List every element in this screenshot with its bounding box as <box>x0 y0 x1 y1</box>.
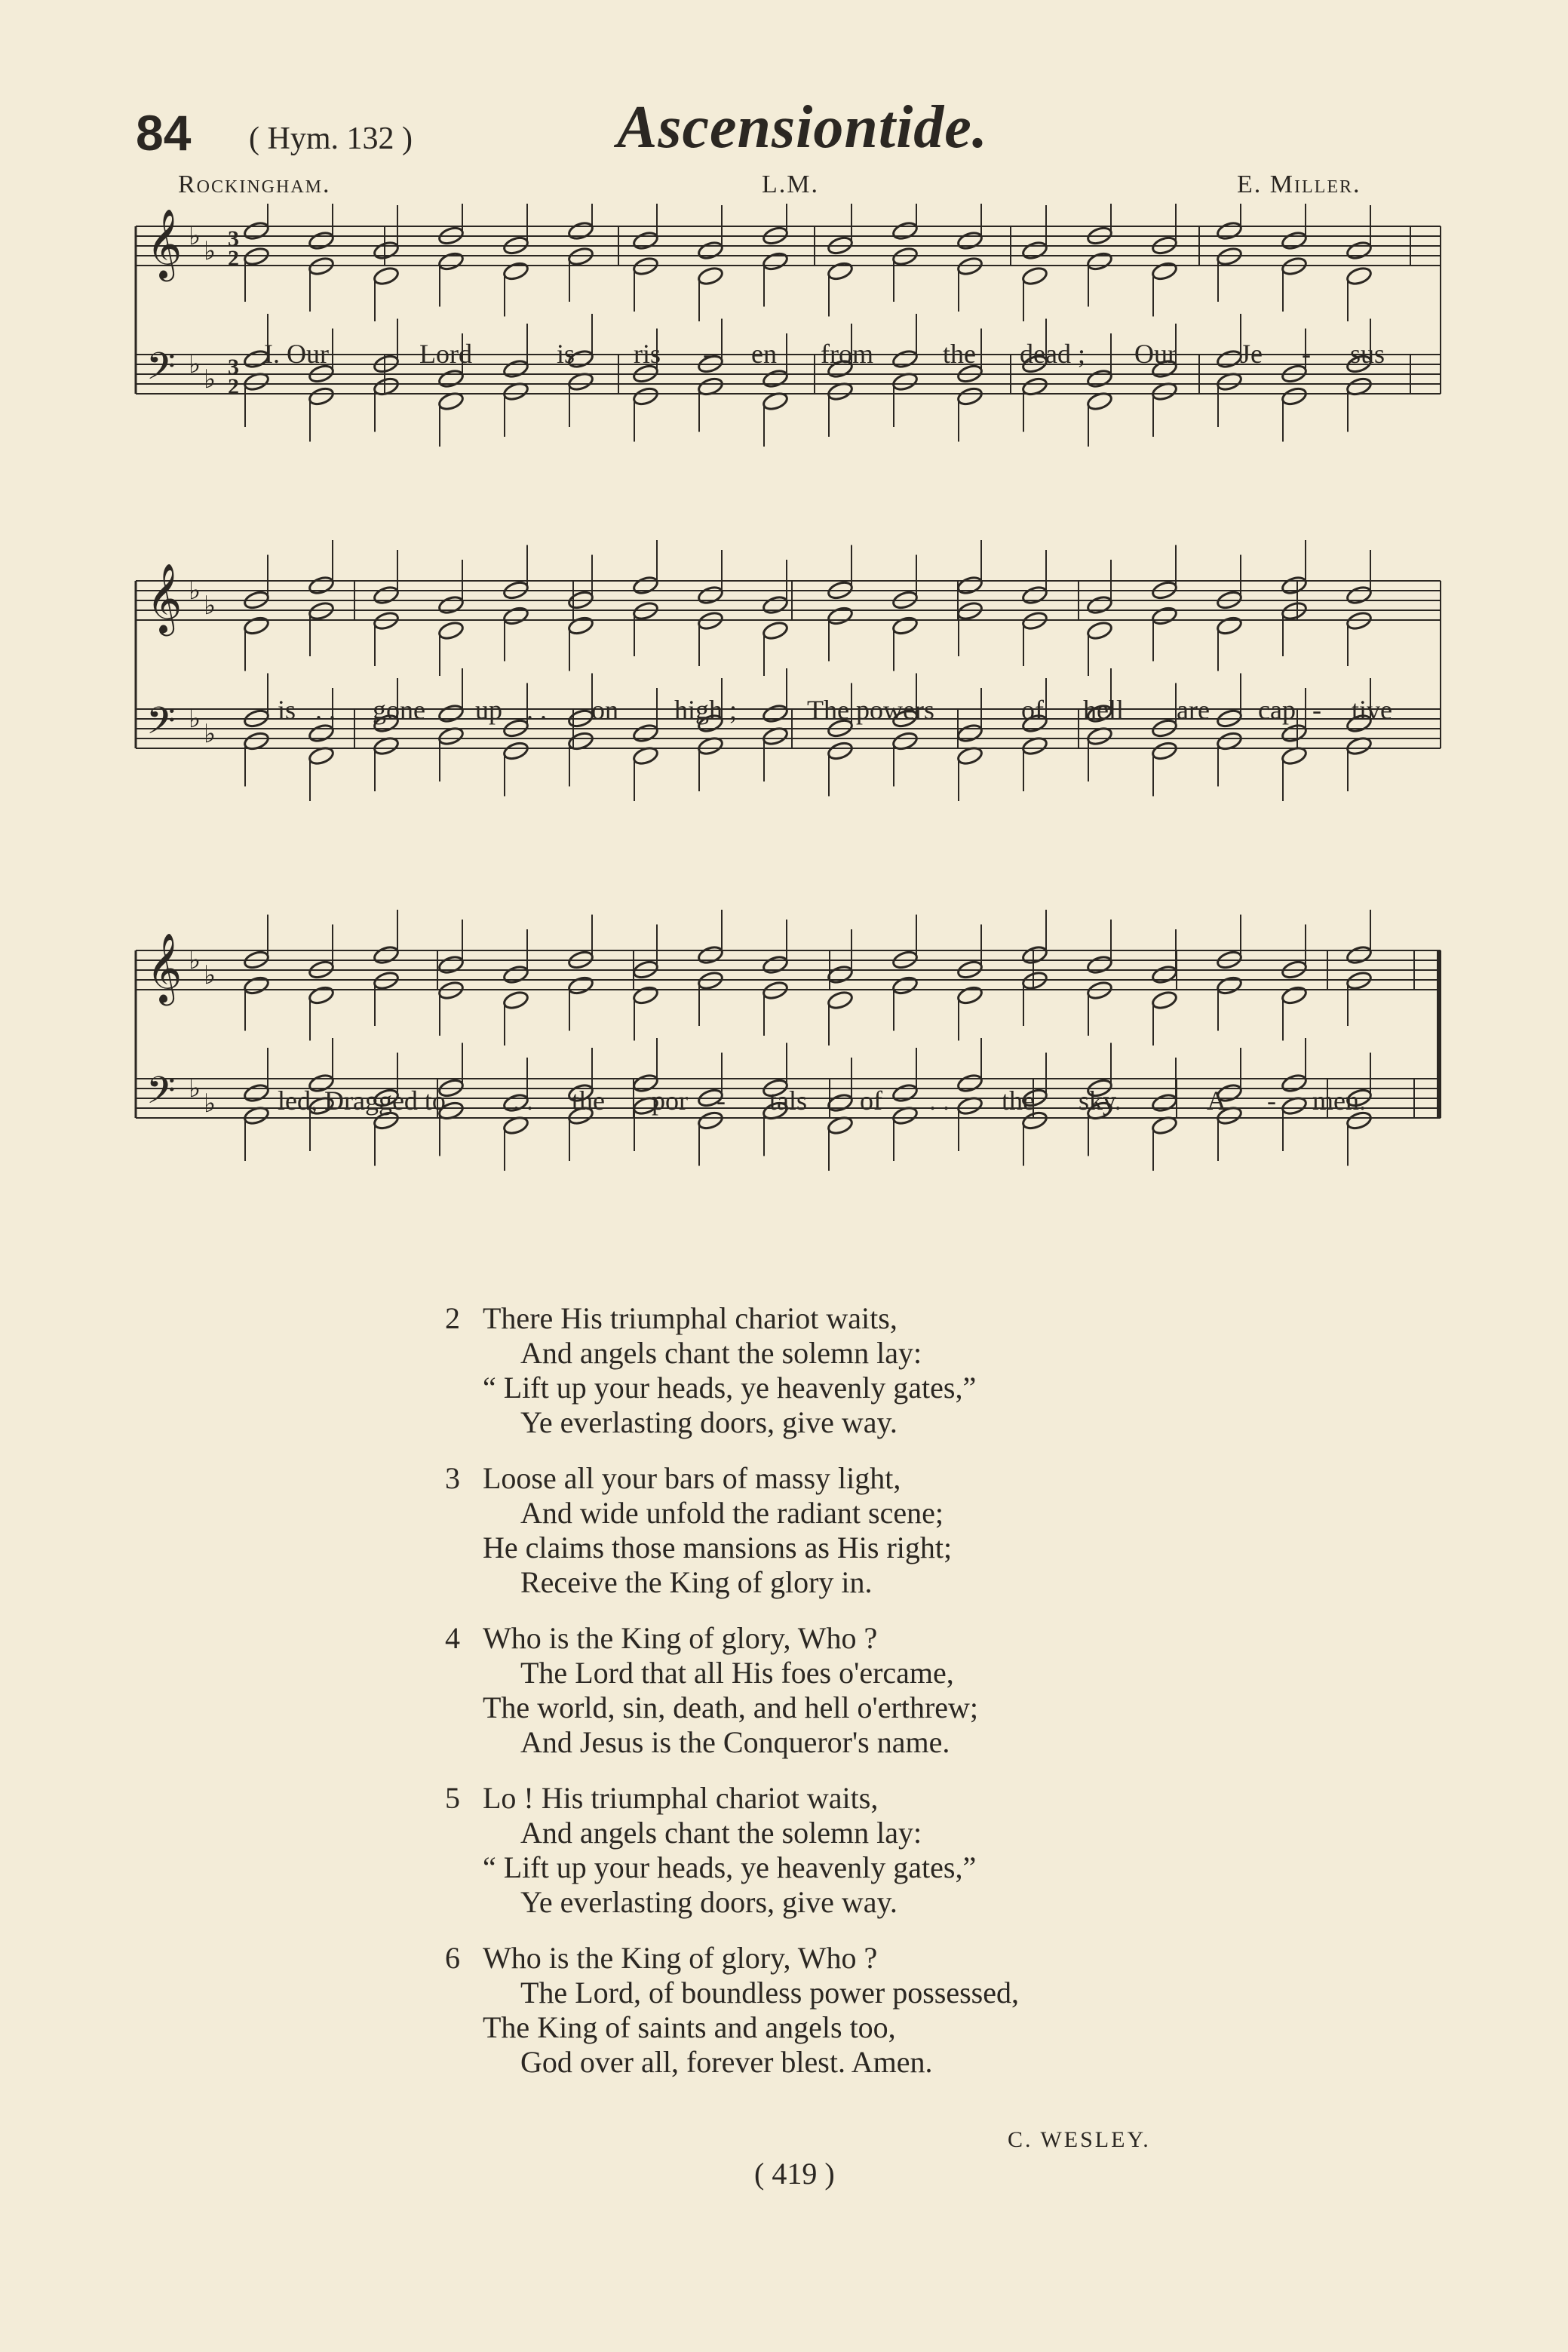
note-head <box>1151 990 1178 1011</box>
author: C. WESLEY. <box>1008 2127 1151 2152</box>
note-head <box>502 990 529 1011</box>
meter: L.M. <box>762 170 819 198</box>
verse-text: God over all, forever blest. Amen. <box>520 2045 933 2079</box>
verse-number: 3 <box>445 1461 460 1495</box>
lyric-syllable: from <box>821 339 873 369</box>
flat-sign: ♭ <box>189 1075 201 1103</box>
verse-text: And Jesus is the Conqueror's name. <box>520 1725 950 1759</box>
note-head <box>1021 585 1048 606</box>
note-head <box>308 386 335 407</box>
verse-line <box>445 1941 1275 1976</box>
lyric-syllable: por <box>652 1085 688 1116</box>
note-head <box>373 585 400 606</box>
bass-clef: 𝄢 <box>146 1069 176 1122</box>
note-head <box>697 944 724 966</box>
flat-sign: ♭ <box>204 962 216 990</box>
note-head <box>827 990 854 1011</box>
note-head <box>437 251 465 272</box>
note-head <box>956 386 983 407</box>
lyric-syllable: I. Our <box>264 339 329 369</box>
note-head <box>1346 266 1373 287</box>
lyric-syllable: up <box>475 695 502 725</box>
flat-sign: ♭ <box>204 366 216 394</box>
verse-text: There His triumphal chariot waits, <box>483 1301 898 1335</box>
verse <box>445 1941 1275 2080</box>
note-head <box>373 944 400 966</box>
lyric-syllable: - <box>1312 695 1321 725</box>
note-head <box>1151 964 1178 985</box>
tune-name: Rockingham. <box>178 170 331 198</box>
lyric-syllable: - <box>1302 339 1311 369</box>
note-head <box>1281 386 1308 407</box>
verse-text: Loose all your bars of massy light, <box>483 1461 901 1495</box>
lyric-syllable: men. <box>1312 1085 1366 1116</box>
verse-line <box>445 1976 1275 2010</box>
note-head <box>437 620 465 641</box>
note-head <box>1346 585 1373 606</box>
lyrics-line-3 <box>0 1085 1568 1118</box>
verse-text: Ye everlasting doors, give way. <box>520 1885 898 1919</box>
note-head <box>632 985 659 1006</box>
lyric-syllable: Je <box>1240 339 1263 369</box>
verse-text: Ye everlasting doors, give way. <box>520 1405 898 1439</box>
lyrics-line-1 <box>0 338 1568 371</box>
lyric-syllable: gone <box>373 695 425 725</box>
lyric-syllable: . . <box>526 695 547 725</box>
treble-clef: 𝄞 <box>146 932 183 1003</box>
verse-number: 4 <box>445 1621 460 1655</box>
time-signature: 2 <box>228 374 239 399</box>
lyric-syllable: sus <box>1350 339 1385 369</box>
verse-line <box>445 1885 1275 1920</box>
verse <box>445 1621 1275 1760</box>
lyric-syllable: dead ; <box>1020 339 1085 369</box>
verse-text: Who is the King of glory, Who ? <box>483 1941 878 1975</box>
page-number: ( 419 ) <box>754 2157 835 2191</box>
note-head <box>1086 954 1113 975</box>
note-head <box>632 575 659 596</box>
verse-text: Lo ! His triumphal chariot waits, <box>483 1781 879 1815</box>
note-head <box>1151 741 1178 762</box>
flat-sign: ♭ <box>189 705 201 733</box>
lyric-syllable: . . <box>315 695 336 725</box>
lyric-syllable: the <box>1002 1085 1035 1116</box>
verse-line <box>445 1461 1275 1496</box>
note-head <box>762 368 789 389</box>
verse <box>445 1781 1275 1920</box>
verse-text: “ Lift up your heads, ye heavenly gates,” <box>483 1850 977 1884</box>
note-head <box>437 594 465 616</box>
verse-line <box>445 2045 1275 2080</box>
lyric-syllable: are <box>1177 695 1210 725</box>
verse-line <box>445 1301 1275 1336</box>
note-head <box>956 985 983 1006</box>
verses <box>445 1301 1275 2101</box>
note-head <box>502 261 529 282</box>
lyric-syllable: of <box>1021 695 1044 725</box>
note-head <box>956 575 983 596</box>
bass-clef: 𝄢 <box>146 699 176 752</box>
note-head <box>1021 240 1048 261</box>
flat-sign: ♭ <box>204 592 216 620</box>
verse-line <box>445 1336 1275 1371</box>
flat-sign: ♭ <box>189 351 201 379</box>
note-head <box>567 616 594 637</box>
bass-clef: 𝄢 <box>146 345 176 398</box>
verse-line <box>445 1690 1275 1725</box>
note-head <box>437 954 465 975</box>
note-head <box>827 964 854 985</box>
verse-number: 6 <box>445 1941 460 1975</box>
verse <box>445 1461 1275 1600</box>
verse-line <box>445 1816 1275 1850</box>
note-head <box>502 606 529 627</box>
flat-sign: ♭ <box>189 947 201 975</box>
lyrics-line-2 <box>0 694 1568 727</box>
lyric-syllable: sky. <box>1079 1085 1122 1116</box>
section-title: Ascensiontide. <box>617 94 988 161</box>
verse-line <box>445 1496 1275 1531</box>
lyric-syllable: Our <box>1134 339 1177 369</box>
verse-text: Who is the King of glory, Who ? <box>483 1621 878 1655</box>
note-head <box>243 975 270 996</box>
hymn-number: 84 <box>136 105 192 161</box>
verse-line <box>445 1725 1275 1760</box>
hymn-reference: ( Hym. 132 ) <box>249 121 413 156</box>
note-head <box>762 620 789 641</box>
lyric-syllable: - <box>1267 1085 1276 1116</box>
verse <box>445 1301 1275 1440</box>
verse-text: The King of saints and angels too, <box>483 2010 896 2044</box>
note-head <box>243 616 270 637</box>
lyric-syllable: Lord <box>419 339 472 369</box>
verse-text: And wide unfold the radiant scene; <box>520 1496 944 1530</box>
note-head <box>762 954 789 975</box>
flat-sign: ♭ <box>204 238 216 266</box>
note-head <box>1346 240 1373 261</box>
lyric-syllable: en <box>751 339 777 369</box>
lyric-syllable: . . <box>513 1085 533 1116</box>
note-head <box>632 386 659 407</box>
lyric-syllable: on <box>591 695 618 725</box>
note-head <box>1151 261 1178 282</box>
note-head <box>1021 266 1048 287</box>
note-head <box>697 240 724 261</box>
note-head <box>1086 620 1113 641</box>
note-head <box>1281 575 1308 596</box>
lyric-syllable: is <box>278 695 296 725</box>
flat-sign: ♭ <box>204 720 216 748</box>
note-head <box>373 266 400 287</box>
note-head <box>437 368 465 389</box>
note-head <box>1216 975 1243 996</box>
flat-sign: ♭ <box>189 577 201 605</box>
verse-text: The Lord that all His foes o'ercame, <box>520 1656 954 1690</box>
time-signature: 3 <box>228 355 239 379</box>
lyric-syllable: of <box>860 1085 882 1116</box>
note-head <box>827 606 854 627</box>
flat-sign: ♭ <box>189 223 201 250</box>
note-head <box>1086 368 1113 389</box>
lyric-syllable: hell <box>1083 695 1124 725</box>
note-head <box>1281 985 1308 1006</box>
lyric-syllable: The powers <box>807 695 934 725</box>
note-head <box>1281 230 1308 251</box>
note-head <box>762 251 789 272</box>
lyric-syllable: tals <box>769 1085 807 1116</box>
note-head <box>891 220 919 241</box>
flat-sign: ♭ <box>204 1090 216 1118</box>
lyric-syllable: led, Dragged to <box>278 1085 446 1116</box>
lyric-syllable: tive <box>1352 695 1392 725</box>
lyric-syllable: A <box>1207 1085 1226 1116</box>
treble-clef: 𝄞 <box>146 208 183 278</box>
verse-text: And angels chant the solemn lay: <box>520 1816 922 1850</box>
note-head <box>956 230 983 251</box>
note-head <box>243 220 270 241</box>
verse-text: “ Lift up your heads, ye heavenly gates,” <box>483 1371 977 1405</box>
lyric-syllable: is <box>557 339 575 369</box>
note-head <box>1151 606 1178 627</box>
note-head <box>632 230 659 251</box>
verse-text: The Lord, of boundless power possessed, <box>520 1976 1019 2010</box>
lyric-syllable: . . <box>929 1085 950 1116</box>
lyric-syllable: - <box>716 1085 726 1116</box>
note-head <box>762 594 789 616</box>
verse-line <box>445 1371 1275 1405</box>
note-head <box>1216 220 1243 241</box>
note-head <box>1346 944 1373 966</box>
verse-text: Receive the King of glory in. <box>520 1565 873 1599</box>
note-head <box>891 975 919 996</box>
note-head <box>1216 616 1243 637</box>
time-signature: 2 <box>228 246 239 271</box>
verse-line <box>445 2010 1275 2045</box>
note-head <box>827 741 854 762</box>
note-head <box>502 964 529 985</box>
lyric-syllable: cap <box>1258 695 1296 725</box>
verse-line <box>445 1656 1275 1690</box>
note-head <box>308 985 335 1006</box>
note-head <box>308 575 335 596</box>
verse-line <box>445 1405 1275 1440</box>
time-signature: 3 <box>228 226 239 251</box>
note-head <box>567 975 594 996</box>
note-head <box>502 741 529 762</box>
lyric-syllable: - <box>703 339 712 369</box>
verse-text: And angels chant the solemn lay: <box>520 1336 922 1370</box>
verse-number: 5 <box>445 1781 460 1815</box>
lyric-syllable: the <box>572 1085 605 1116</box>
lyric-syllable: high ; <box>674 695 738 725</box>
verse-line <box>445 1781 1275 1816</box>
verse-text: The world, sin, death, and hell o'erthrew; <box>483 1690 979 1724</box>
verse-line <box>445 1565 1275 1600</box>
note-head <box>827 261 854 282</box>
note-head <box>1021 944 1048 966</box>
note-head <box>697 266 724 287</box>
verse-line <box>445 1621 1275 1656</box>
note-head <box>373 240 400 261</box>
verse-line <box>445 1850 1275 1885</box>
verse-number: 2 <box>445 1301 460 1335</box>
note-head <box>697 585 724 606</box>
note-head <box>1086 251 1113 272</box>
note-head <box>891 616 919 637</box>
note-head <box>1086 594 1113 616</box>
note-head <box>308 230 335 251</box>
verse-text: He claims those mansions as His right; <box>483 1531 953 1564</box>
composer: E. Miller. <box>1237 170 1361 198</box>
verse-line <box>445 1531 1275 1565</box>
treble-clef: 𝄞 <box>146 563 183 633</box>
note-head <box>567 220 594 241</box>
lyric-syllable: the <box>943 339 976 369</box>
lyric-syllable: ris <box>634 339 661 369</box>
